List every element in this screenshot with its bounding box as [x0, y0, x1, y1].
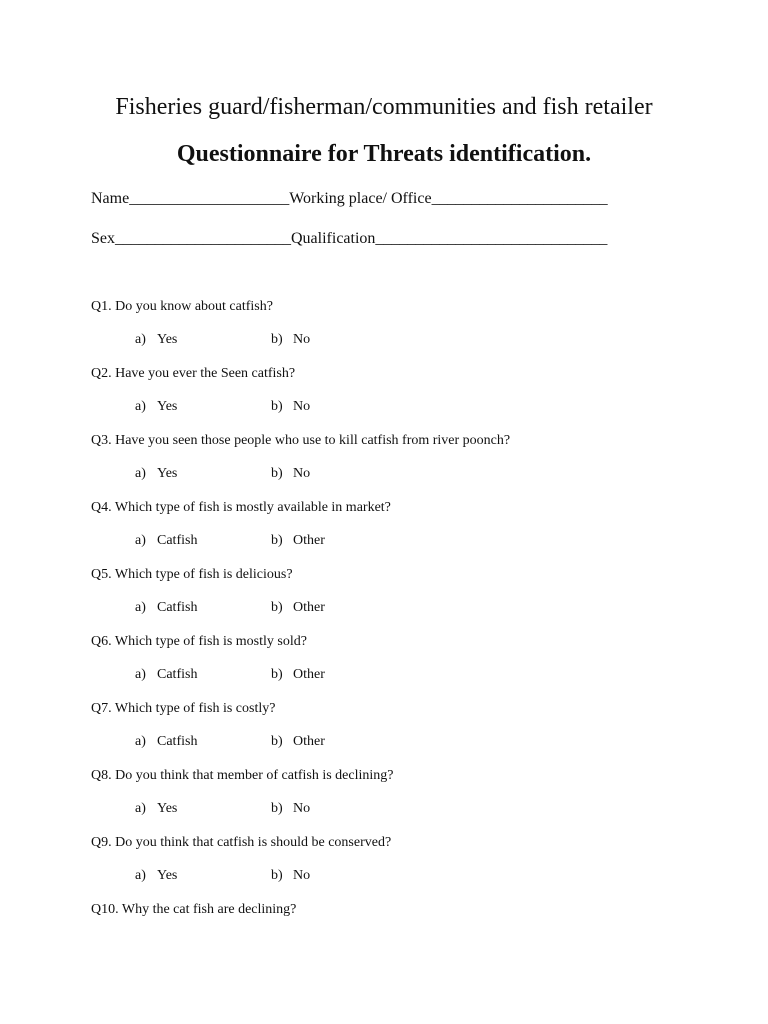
option-marker: b) [271, 466, 283, 481]
page-subtitle: Questionnaire for Threats identification. [176, 141, 592, 167]
page-title: Fisheries guard/fisherman/communities and fish retailer [115, 94, 653, 120]
question-3-option-b [271, 465, 310, 483]
question-9-options [0, 867, 768, 885]
option-marker: a) [135, 734, 146, 749]
option-label: Yes [157, 466, 178, 481]
question-2-option-b [271, 398, 310, 416]
option-marker: b) [271, 332, 283, 347]
option-marker: a) [135, 667, 146, 682]
option-label: Yes [157, 801, 178, 816]
question-1-option-b [271, 331, 310, 349]
option-marker: b) [271, 600, 283, 615]
option-label: Catfish [157, 734, 198, 749]
option-marker: a) [135, 332, 146, 347]
question-9-option-a [135, 867, 177, 885]
question-8-option-a [135, 800, 177, 818]
option-marker: a) [135, 868, 146, 883]
option-label: Yes [157, 399, 178, 414]
option-marker: b) [271, 533, 283, 548]
question-5-option-a [135, 599, 197, 617]
question-1-option-a [135, 331, 177, 349]
option-marker: a) [135, 600, 146, 615]
option-marker: b) [271, 667, 283, 682]
question-5-option-b [271, 599, 325, 617]
option-label: Catfish [157, 600, 198, 615]
question-2-option-a [135, 398, 177, 416]
question-3: Q3. Have you seen those people who use to kill catfish from river poonch? [91, 433, 511, 448]
question-7-options [0, 733, 768, 751]
option-marker: b) [271, 734, 283, 749]
option-marker: a) [135, 399, 146, 414]
option-label: Yes [157, 868, 178, 883]
question-4-option-b [271, 532, 325, 550]
question-2: Q2. Have you ever the Seen catfish? [91, 366, 296, 381]
question-3-option-a [135, 465, 177, 483]
option-label: Other [293, 600, 325, 615]
question-10: Q10. Why the cat fish are declining? [91, 902, 297, 917]
option-marker: b) [271, 399, 283, 414]
question-8-option-b [271, 800, 310, 818]
question-9-option-b [271, 867, 310, 885]
option-label: No [293, 801, 311, 816]
question-7-option-a [135, 733, 197, 751]
option-marker: b) [271, 801, 283, 816]
sex-qualification-field-row: Sex______________________Qualification_____________________________ [91, 230, 608, 247]
option-marker: a) [135, 533, 146, 548]
question-4-options [0, 532, 768, 550]
question-4-option-a [135, 532, 197, 550]
option-marker: b) [271, 868, 283, 883]
question-7-option-b [271, 733, 325, 751]
question-7: Q7. Which type of fish is costly? [91, 701, 276, 716]
option-label: No [293, 332, 311, 347]
question-5-options [0, 599, 768, 617]
question-6-option-b [271, 666, 325, 684]
question-1-options [0, 331, 768, 349]
option-label: Yes [157, 332, 178, 347]
question-2-options [0, 398, 768, 416]
option-label: No [293, 399, 311, 414]
option-marker: a) [135, 466, 146, 481]
option-marker: a) [135, 801, 146, 816]
option-label: Catfish [157, 667, 198, 682]
name-workplace-field-row: Name____________________Working place/ Office______________________ [91, 190, 608, 207]
option-label: Other [293, 533, 325, 548]
question-6-option-a [135, 666, 197, 684]
option-label: No [293, 466, 311, 481]
question-1: Q1. Do you know about catfish? [91, 299, 273, 314]
question-3-options [0, 465, 768, 483]
option-label: No [293, 868, 311, 883]
option-label: Other [293, 734, 325, 749]
option-label: Other [293, 667, 325, 682]
option-label: Catfish [157, 533, 198, 548]
question-8: Q8. Do you think that member of catfish is declining? [91, 768, 394, 783]
question-8-options [0, 800, 768, 818]
question-6: Q6. Which type of fish is mostly sold? [91, 634, 307, 649]
question-4: Q4. Which type of fish is mostly available in market? [91, 500, 391, 515]
question-6-options [0, 666, 768, 684]
question-5: Q5. Which type of fish is delicious? [91, 567, 293, 582]
question-9: Q9. Do you think that catfish is should be conserved? [91, 835, 392, 850]
